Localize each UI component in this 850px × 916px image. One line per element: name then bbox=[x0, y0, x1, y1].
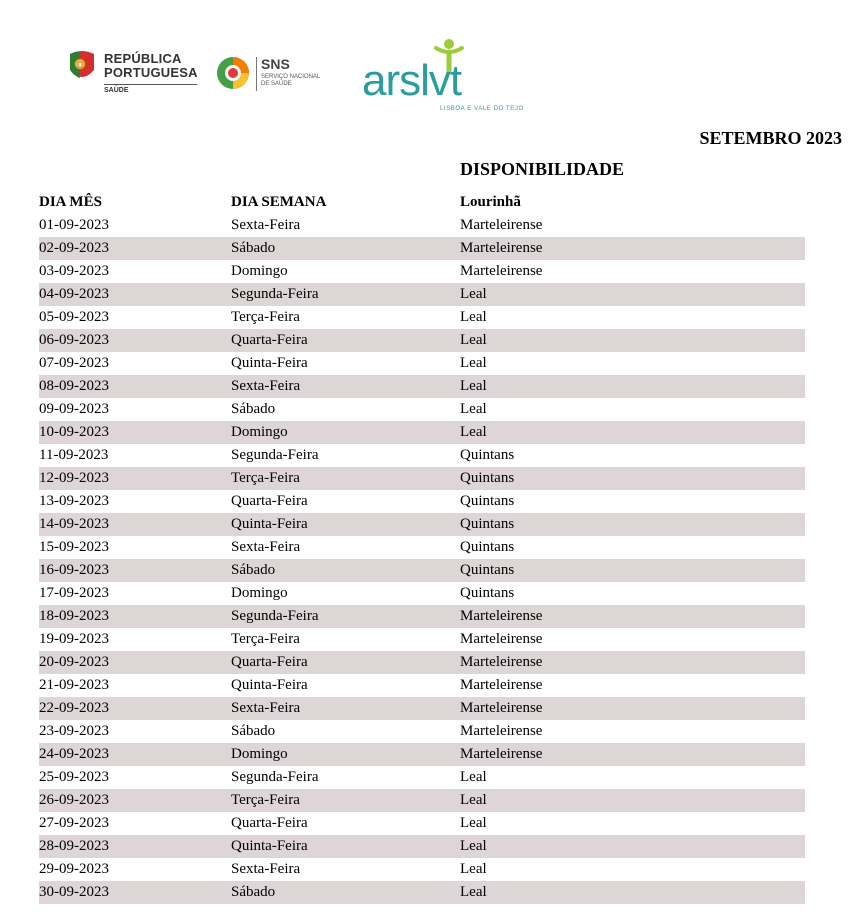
ars-lvt-logo bbox=[362, 38, 522, 118]
cell-date: 09-09-2023 bbox=[39, 401, 109, 417]
document-subtitle: DISPONIBILIDADE bbox=[460, 159, 625, 179]
sns-title: SNS bbox=[261, 56, 290, 72]
cell-date: 18-09-2023 bbox=[39, 608, 109, 624]
cell-weekday: Sábado bbox=[231, 240, 276, 256]
cell-date: 03-09-2023 bbox=[39, 263, 109, 279]
cell-weekday: Domingo bbox=[231, 263, 288, 279]
table-row bbox=[39, 398, 805, 421]
logo-bar bbox=[0, 0, 850, 125]
table-row bbox=[39, 858, 805, 881]
ars-wordmark: arslvt bbox=[362, 56, 462, 105]
cell-location: Marteleirense bbox=[460, 240, 543, 256]
cell-weekday: Segunda-Feira bbox=[231, 769, 319, 785]
cell-location: Leal bbox=[460, 884, 487, 900]
cell-location: Quintans bbox=[460, 562, 515, 578]
cell-location: Marteleirense bbox=[460, 654, 543, 670]
ars-subtitle: LISBOA E VALE DO TEJO bbox=[440, 106, 524, 112]
table-row bbox=[39, 766, 805, 789]
cell-date: 10-09-2023 bbox=[39, 424, 109, 440]
header-location: Lourinhã bbox=[460, 194, 521, 210]
cell-weekday: Quarta-Feira bbox=[231, 493, 308, 509]
republica-line1: REPÚBLICA bbox=[104, 51, 182, 66]
sns-divider bbox=[256, 57, 257, 91]
cell-weekday: Sexta-Feira bbox=[231, 217, 301, 233]
table-row bbox=[39, 651, 805, 674]
cell-date: 28-09-2023 bbox=[39, 838, 109, 854]
cell-date: 20-09-2023 bbox=[39, 654, 109, 670]
cell-weekday: Domingo bbox=[231, 585, 288, 601]
republica-line3: SAÚDE bbox=[104, 87, 129, 94]
table-row bbox=[39, 720, 805, 743]
table-row bbox=[39, 605, 805, 628]
cell-date: 19-09-2023 bbox=[39, 631, 109, 647]
cell-weekday: Quarta-Feira bbox=[231, 654, 308, 670]
cell-weekday: Terça-Feira bbox=[231, 792, 300, 808]
cell-weekday: Terça-Feira bbox=[231, 470, 300, 486]
cell-weekday: Quinta-Feira bbox=[231, 355, 308, 371]
cell-date: 16-09-2023 bbox=[39, 562, 109, 578]
cell-weekday: Segunda-Feira bbox=[231, 447, 319, 463]
cell-location: Leal bbox=[460, 309, 487, 325]
cell-location: Quintans bbox=[460, 539, 515, 555]
cell-weekday: Sábado bbox=[231, 401, 276, 417]
table-body bbox=[39, 214, 805, 904]
republica-line2: PORTUGUESA bbox=[104, 65, 198, 80]
cell-date: 27-09-2023 bbox=[39, 815, 109, 831]
cell-date: 01-09-2023 bbox=[39, 217, 109, 233]
cell-weekday: Sexta-Feira bbox=[231, 861, 301, 877]
table-row bbox=[39, 283, 805, 306]
table-row bbox=[39, 697, 805, 720]
cell-date: 14-09-2023 bbox=[39, 516, 109, 532]
cell-date: 29-09-2023 bbox=[39, 861, 109, 877]
table-row bbox=[39, 743, 805, 766]
cell-weekday: Quinta-Feira bbox=[231, 677, 308, 693]
cell-weekday: Terça-Feira bbox=[231, 631, 300, 647]
cell-date: 22-09-2023 bbox=[39, 700, 109, 716]
table-row bbox=[39, 559, 805, 582]
table-header bbox=[39, 192, 805, 212]
table-row bbox=[39, 812, 805, 835]
cell-location: Quintans bbox=[460, 516, 515, 532]
table-row bbox=[39, 674, 805, 697]
table-row bbox=[39, 835, 805, 858]
cell-location: Leal bbox=[460, 401, 487, 417]
table-row bbox=[39, 536, 805, 559]
table-row bbox=[39, 490, 805, 513]
table-row bbox=[39, 375, 805, 398]
cell-location: Marteleirense bbox=[460, 608, 543, 624]
cell-location: Leal bbox=[460, 769, 487, 785]
table-row bbox=[39, 467, 805, 490]
cell-location: Leal bbox=[460, 815, 487, 831]
cell-date: 23-09-2023 bbox=[39, 723, 109, 739]
cell-weekday: Quarta-Feira bbox=[231, 332, 308, 348]
table-row bbox=[39, 214, 805, 237]
table-row bbox=[39, 421, 805, 444]
sns-logo bbox=[215, 55, 325, 95]
table-row bbox=[39, 582, 805, 605]
cell-location: Marteleirense bbox=[460, 263, 543, 279]
cell-weekday: Segunda-Feira bbox=[231, 608, 319, 624]
cell-date: 11-09-2023 bbox=[39, 447, 109, 463]
cell-weekday: Domingo bbox=[231, 424, 288, 440]
cell-location: Leal bbox=[460, 792, 487, 808]
cell-location: Leal bbox=[460, 355, 487, 371]
cell-location: Quintans bbox=[460, 493, 515, 509]
table-row bbox=[39, 881, 805, 904]
cell-weekday: Quinta-Feira bbox=[231, 516, 308, 532]
table-row bbox=[39, 306, 805, 329]
table-row bbox=[39, 260, 805, 283]
cell-location: Marteleirense bbox=[460, 723, 543, 739]
cell-date: 24-09-2023 bbox=[39, 746, 109, 762]
cell-date: 30-09-2023 bbox=[39, 884, 109, 900]
cell-date: 17-09-2023 bbox=[39, 585, 109, 601]
portuguese-flag-emblem-icon bbox=[68, 50, 96, 84]
cell-date: 08-09-2023 bbox=[39, 378, 109, 394]
sns-circle-icon bbox=[215, 55, 251, 91]
cell-location: Leal bbox=[460, 332, 487, 348]
cell-date: 12-09-2023 bbox=[39, 470, 109, 486]
table-row bbox=[39, 352, 805, 375]
cell-location: Leal bbox=[460, 286, 487, 302]
cell-location: Leal bbox=[460, 861, 487, 877]
table-row bbox=[39, 237, 805, 260]
cell-location: Marteleirense bbox=[460, 746, 543, 762]
cell-location: Marteleirense bbox=[460, 700, 543, 716]
cell-location: Quintans bbox=[460, 585, 515, 601]
cell-location: Marteleirense bbox=[460, 631, 543, 647]
table-row bbox=[39, 329, 805, 352]
cell-date: 04-09-2023 bbox=[39, 286, 109, 302]
cell-date: 21-09-2023 bbox=[39, 677, 109, 693]
cell-weekday: Sexta-Feira bbox=[231, 539, 301, 555]
table-row bbox=[39, 513, 805, 536]
cell-location: Quintans bbox=[460, 470, 515, 486]
header-date: DIA MÊS bbox=[39, 194, 102, 210]
sns-subtitle: SERVIÇO NACIONAL DE SAÚDE bbox=[261, 74, 321, 87]
republica-divider bbox=[104, 84, 197, 85]
cell-weekday: Domingo bbox=[231, 746, 288, 762]
cell-weekday: Sexta-Feira bbox=[231, 700, 301, 716]
cell-weekday: Sábado bbox=[231, 723, 276, 739]
cell-weekday: Segunda-Feira bbox=[231, 286, 319, 302]
cell-date: 05-09-2023 bbox=[39, 309, 109, 325]
republica-portuguesa-logo bbox=[68, 50, 203, 100]
table-row bbox=[39, 444, 805, 467]
cell-location: Marteleirense bbox=[460, 217, 543, 233]
cell-date: 13-09-2023 bbox=[39, 493, 109, 509]
cell-weekday: Sábado bbox=[231, 884, 276, 900]
cell-weekday: Terça-Feira bbox=[231, 309, 300, 325]
cell-date: 15-09-2023 bbox=[39, 539, 109, 555]
cell-location: Leal bbox=[460, 838, 487, 854]
cell-location: Marteleirense bbox=[460, 677, 543, 693]
cell-location: Leal bbox=[460, 424, 487, 440]
cell-weekday: Quinta-Feira bbox=[231, 838, 308, 854]
document-month: SETEMBRO 2023 bbox=[699, 128, 842, 148]
cell-weekday: Quarta-Feira bbox=[231, 815, 308, 831]
cell-date: 06-09-2023 bbox=[39, 332, 109, 348]
table-row bbox=[39, 628, 805, 651]
header-weekday: DIA SEMANA bbox=[231, 194, 327, 210]
cell-weekday: Sábado bbox=[231, 562, 276, 578]
cell-date: 26-09-2023 bbox=[39, 792, 109, 808]
cell-date: 25-09-2023 bbox=[39, 769, 109, 785]
cell-date: 07-09-2023 bbox=[39, 355, 109, 371]
table-row bbox=[39, 789, 805, 812]
cell-location: Leal bbox=[460, 378, 487, 394]
cell-date: 02-09-2023 bbox=[39, 240, 109, 256]
cell-location: Quintans bbox=[460, 447, 515, 463]
cell-weekday: Sexta-Feira bbox=[231, 378, 301, 394]
